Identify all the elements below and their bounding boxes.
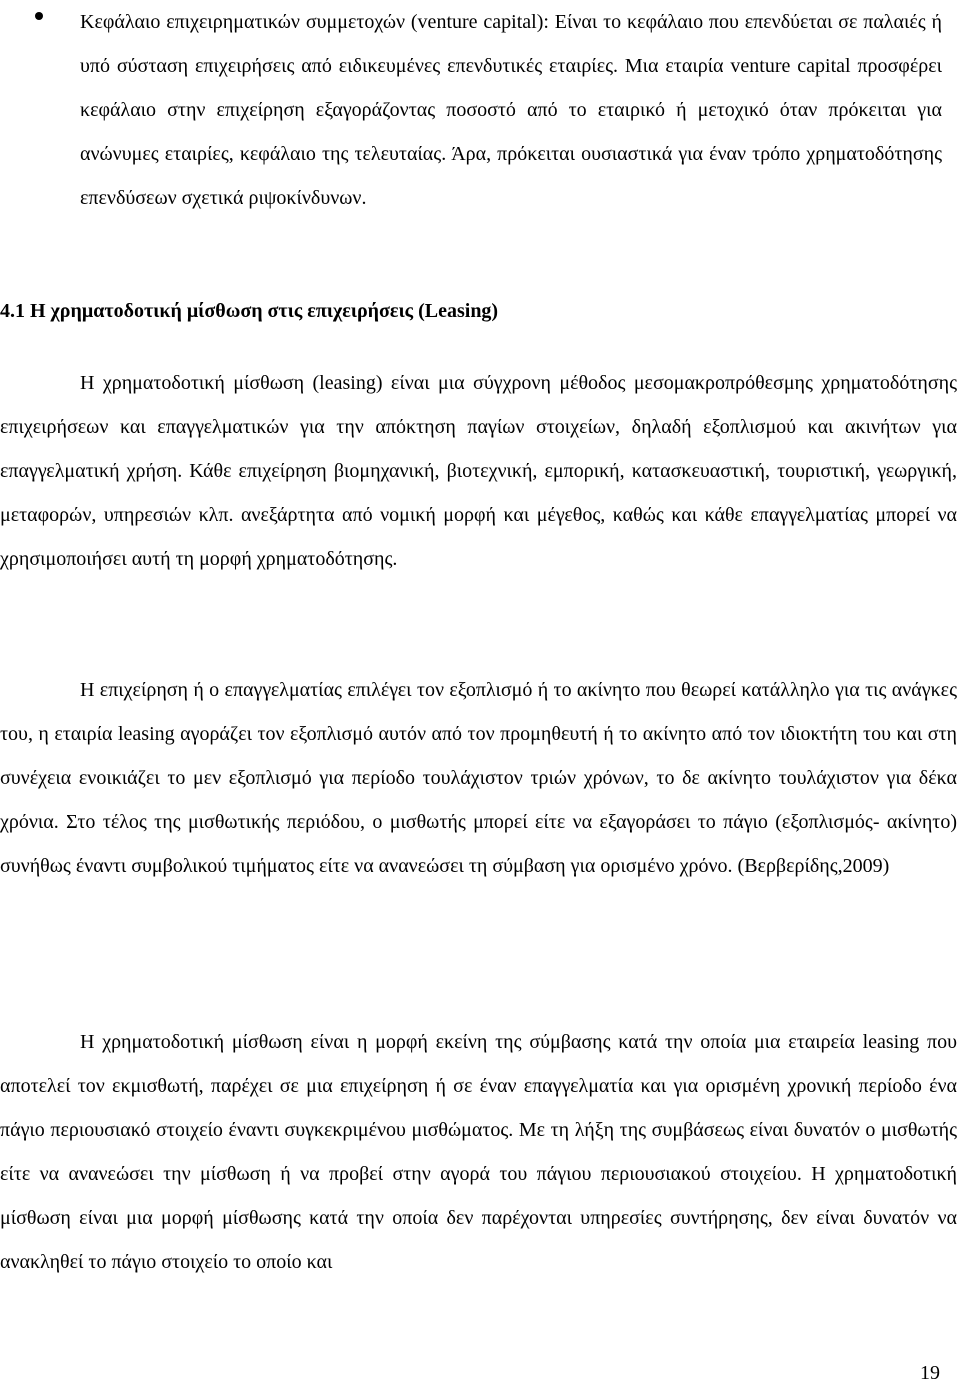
paragraph-leasing-contract: Η χρηματοδοτική μίσθωση είναι η μορφή εκείνη της σύμβασης κατά την οποία μια εταιρεία leasing που αποτελεί τον εκμισθωτή, παρέχει σε μια επιχείρηση ή σε έναν επαγγελματία και για ορισμένη χρονική περίοδο ένα πάγιο περιουσιακό στοιχείο έναντι συγκεκριμένου μισθώματος. Με τη λήξη της συμβάσεως είναι δυνατόν ο μισθωτής είτε να ανανεώσει την μίσθωση ή να προβεί στην αγορά του πάγιου περιουσιακού στοιχείου. Η χρηματοδοτική μίσθωση είναι μια μορφή μίσθωσης κατά την οποία δεν παρέχονται υπηρεσίες συντήρησης, δεν είναι δυνατόν να ανακληθεί το πάγιο στοιχείο το οποίο και — [0, 1031, 957, 1273]
section-heading: 4.1 Η χρηματοδοτική μίσθωση στις επιχειρήσεις (Leasing) — [0, 300, 499, 322]
bullet-text: Κεφάλαιο επιχειρηματικών συμμετοχών (venture capital): Είναι το κεφάλαιο που επενδύεται σε παλαιές ή υπό σύσταση επιχειρήσεις από ειδικευμένες επενδυτικές εταιρίες. Μια εταιρία venture capital προσφέρει κεφάλαιο στην επιχείρηση εξαγοράζοντας ποσοστό από το εταιρικό ή μετοχικό όταν πρόκειται για ανώνυμες εταιρίες, κεφάλαιο της τελευταίας. Άρα, πρόκειται ουσιαστικά για έναν τρόπο χρηματοδότησης επενδύσεων σχετικά ριψοκίνδυνων. — [80, 11, 942, 209]
bullet-item — [80, 0, 942, 220]
bullet-dot-icon — [35, 12, 43, 20]
paragraph-leasing-definition: Η χρηματοδοτική μίσθωση (leasing) είναι μια σύγχρονη μέθοδος μεσομακροπρόθεσμης χρηματοδότησης επιχειρήσεων και επαγγελματικών για την απόκτηση παγίων στοιχείων, δηλαδή εξοπλισμού και ακινήτων για επαγγελματική χρήση. Κάθε επιχείρηση βιομηχανική, βιοτεχνική, εμπορική, κατασκευαστική, τουριστική, γεωργική, μεταφορών, υπηρεσιών κλπ. ανεξάρτητα από νομική μορφή και μέγεθος, καθώς και κάθε επαγγελματίας μπορεί να χρησιμοποιήσει αυτή τη μορφή χρηματοδότησης. — [0, 372, 957, 570]
page-number: 19 — [920, 1362, 940, 1384]
paragraph-leasing-process: Η επιχείρηση ή ο επαγγελματίας επιλέγει τον εξοπλισμό ή το ακίνητο που θεωρεί κατάλληλο για τις ανάγκες του, η εταιρία leasing αγοράζει τον εξοπλισμό αυτόν από τον προμηθευτή ή το ακίνητο από τον ιδιοκτήτη του και στη συνέχεια ενοικιάζει το μεν εξοπλισμό για περίοδο τουλάχιστον τριών χρόνων, το δε ακίνητο τουλάχιστον για δέκα χρόνια. Στο τέλος της μισθωτικής περιόδου, ο μισθωτής μπορεί είτε να εξαγοράσει το πάγιο (εξοπλισμός- ακίνητο) συνήθως έναντι συμβολικού τιμήματος είτε να ανανεώσει τη σύμβαση για ορισμένο χρόνο. (Βερβερίδης,2009) — [0, 679, 957, 877]
